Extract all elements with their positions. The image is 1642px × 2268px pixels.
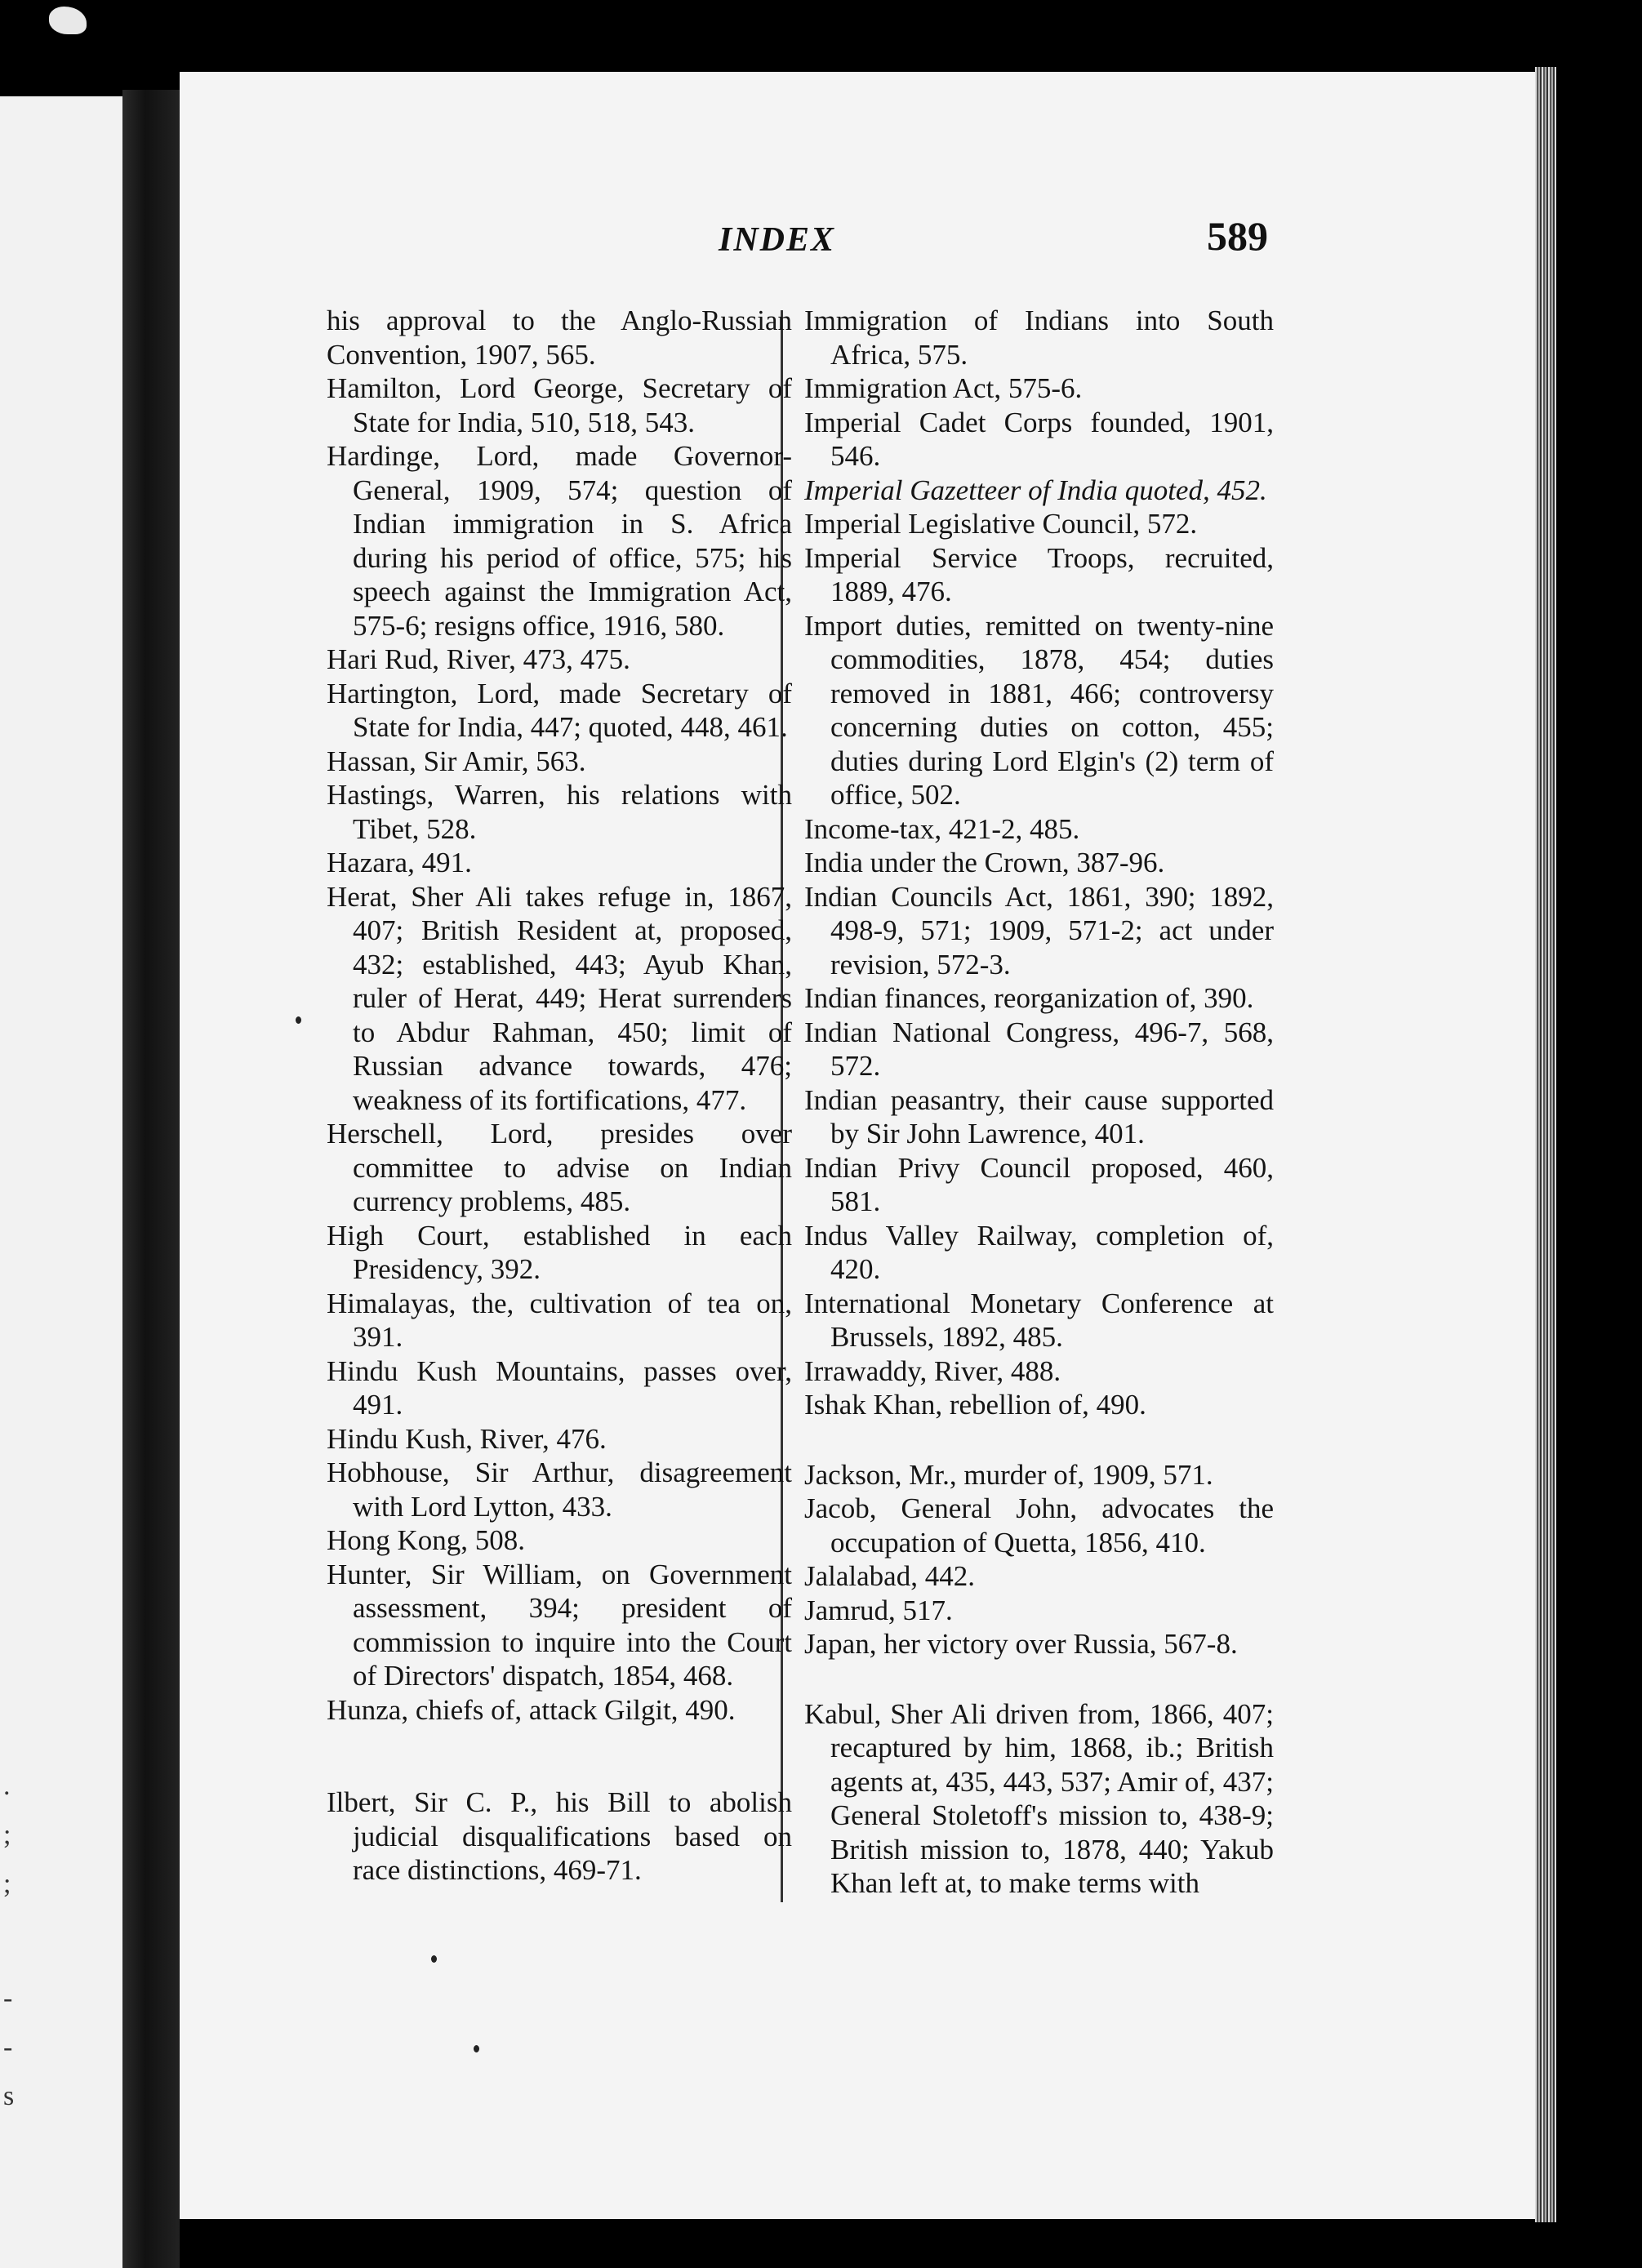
previous-page-margin-marks <box>3 1762 20 2121</box>
left-column <box>327 304 792 1888</box>
index-entry: Hassan, Sir Amir, 563. <box>327 745 586 777</box>
index-entry: Jamrud, 517. <box>804 1594 953 1626</box>
index-entry: Immigration Act, 575-6. <box>804 372 1083 404</box>
index-entry: Indian peasantry, their cause supported by Sir John Lawrence, 401. <box>804 1083 1274 1150</box>
previous-page-edge <box>0 96 122 2268</box>
margin-mark: s <box>3 2081 15 2111</box>
index-entry: Indian National Congress, 496-7, 568, 572. <box>804 1016 1274 1082</box>
ink-speck <box>474 2045 479 2052</box>
index-entry: Ishak Khan, rebellion of, 490. <box>804 1389 1146 1421</box>
index-entry: International Monetary Conference at Brussels, 1892, 485. <box>804 1287 1274 1353</box>
index-entry: Import duties, remitted on twenty-nine commodities, 1878, 454; duties removed in 1881, 466; controversy concerning duties on cotton, 455; duties during Lord Elgin's (2) term of office, 502. <box>804 609 1274 811</box>
margin-mark: . <box>3 1771 11 1801</box>
index-entry: Imperial Cadet Corps founded, 1901, 546. <box>804 406 1274 472</box>
margin-mark: ; <box>3 1820 11 1850</box>
index-entry: Income-tax, 421-2, 485. <box>804 812 1080 845</box>
section-gap <box>804 1422 1274 1458</box>
index-entry: Herschell, Lord, presides over committee to advise on Indian currency problems, 485. <box>327 1118 792 1217</box>
index-entry: High Court, established in each Presidency, 392. <box>327 1219 792 1285</box>
index-entry: Hobhouse, Sir Arthur, disagreement with Lord Lytton, 433. <box>327 1456 792 1523</box>
index-entry: Ilbert, Sir C. P., his Bill to abolish judicial disqualifications based on race distinctions, 469-71. <box>327 1786 792 1886</box>
index-entry: Indian Councils Act, 1861, 390; 1892, 498-9, 571; 1909, 571-2; act under revision, 572-3. <box>804 880 1274 981</box>
index-entry: Hardinge, Lord, made Governor-General, 1909, 574; question of Indian immigration in S. Africa during his period of office, 575; his speech against the Immigration Act, 575-6; resigns office, 1916, 580. <box>327 440 792 642</box>
index-entry: Indian Privy Council proposed, 460, 581. <box>804 1151 1274 1217</box>
scan-corner-mark <box>49 7 87 34</box>
page-number: 589 <box>1207 213 1268 259</box>
index-entry: Irrawaddy, River, 488. <box>804 1354 1061 1387</box>
index-entry: Kabul, Sher Ali driven from, 1866, 407; recaptured by him, 1868, ib.; British agents at, 435, 443, 537; Amir of, 437; General Stoletoff's mission to, 438-9; British mission to, 1878, 440; Yakub Khan left at, to make terms with <box>804 1697 1274 1899</box>
index-entry: Hastings, Warren, his relations with Tibet, 528. <box>327 779 792 845</box>
ink-speck <box>431 1955 437 1963</box>
index-entry: Immigration of Indians into South Africa, 575. <box>804 305 1274 371</box>
index-entry: Imperial Legislative Council, 572. <box>804 508 1198 540</box>
index-entry: Jackson, Mr., murder of, 1909, 571. <box>804 1458 1213 1491</box>
page-stack-edge <box>1535 67 1556 2222</box>
index-entry: his approval to the Anglo-Russian Convention, 1907, 565. <box>327 305 792 371</box>
index-entry: Hamilton, Lord George, Secretary of State for India, 510, 518, 543. <box>327 372 792 438</box>
index-entry: Hunza, chiefs of, attack Gilgit, 490. <box>327 1693 736 1726</box>
margin-mark: ; <box>3 1869 11 1899</box>
index-entry: Hazara, 491. <box>327 847 472 878</box>
index-entry: Hunter, Sir William, on Government assessment, 394; president of commission to inquire into the Court of Directors' dispatch, 1854, 468. <box>327 1558 792 1692</box>
index-entry: Indian finances, reorganization of, 390. <box>804 982 1254 1014</box>
margin-mark: - <box>3 2032 13 2062</box>
index-entry: Jacob, General John, advocates the occupation of Quetta, 1856, 410. <box>804 1492 1274 1559</box>
book-gutter <box>122 90 180 2268</box>
index-entry: Herat, Sher Ali takes refuge in, 1867, 407; British Resident at, proposed, 432; established, 443; Ayub Khan, ruler of Herat, 449; Herat surrenders to Abdur Rahman, 450; limit of Russian advance towards, 476; weakness of its fortifications, 477. <box>327 880 792 1116</box>
margin-mark: - <box>3 1983 13 2013</box>
index-entry: Hindu Kush, River, 476. <box>327 1422 607 1455</box>
index-entry: Hindu Kush Mountains, passes over, 491. <box>327 1354 792 1421</box>
running-header: INDEX <box>719 221 836 259</box>
index-entry: Jalalabad, 442. <box>804 1560 975 1592</box>
index-entry: Imperial Gazetteer of India quoted, 452. <box>804 474 1267 506</box>
index-entry: Indus Valley Railway, completion of, 420. <box>804 1219 1274 1285</box>
index-entry: Imperial Service Troops, recruited, 1889, 476. <box>804 541 1274 607</box>
index-entry: India under the Crown, 387-96. <box>804 847 1165 878</box>
section-gap <box>804 1661 1274 1697</box>
index-entry: Hari Rud, River, 473, 475. <box>327 643 630 675</box>
margin-spacer <box>3 1909 20 1974</box>
right-column <box>804 304 1274 1901</box>
index-entry: Hong Kong, 508. <box>327 1524 526 1556</box>
index-entry: Hartington, Lord, made Secretary of State for India, 447; quoted, 448, 461. <box>327 677 792 743</box>
section-gap <box>327 1727 792 1785</box>
index-entry: Himalayas, the, cultivation of tea on, 391. <box>327 1287 792 1353</box>
ink-speck <box>296 1016 301 1024</box>
index-entry: Japan, her victory over Russia, 567-8. <box>804 1628 1238 1660</box>
